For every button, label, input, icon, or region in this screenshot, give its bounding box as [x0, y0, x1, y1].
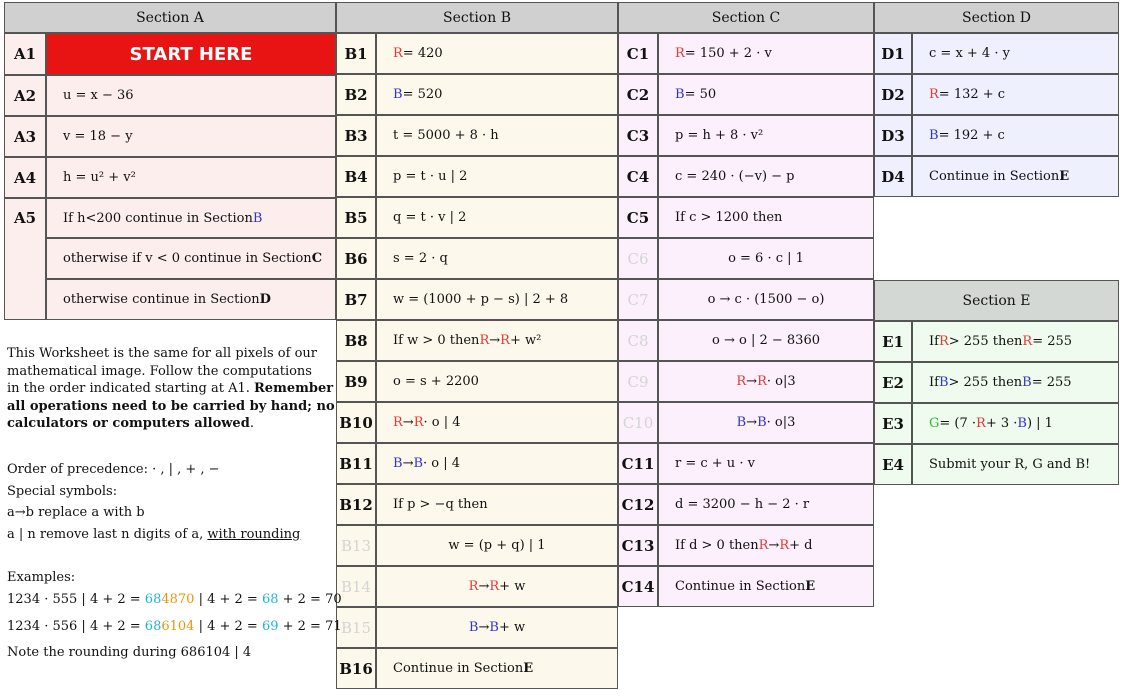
step-a5-line3: otherwise continue in Section D	[46, 279, 336, 320]
step-id-a5: A5	[4, 198, 46, 320]
step-id-b15: B15	[336, 607, 376, 648]
section-a-header: Section A	[4, 2, 336, 33]
step-c3: p = h + 8 · v²	[658, 115, 874, 156]
step-id-b14: B14	[336, 566, 376, 607]
step-b12: If p > −q then	[376, 484, 618, 525]
step-b16: Continue in Section E	[376, 648, 618, 689]
precedence-note: Order of precedence: · , | , + , −	[7, 462, 220, 477]
example-1: 1234 · 555 | 4 + 2 = 684870 | 4 + 2 = 68 + 2 = 70	[7, 592, 342, 607]
step-d2: R = 132 + c	[912, 74, 1119, 115]
step-id-d2: D2	[874, 74, 912, 115]
intro-line-5: calculators or computers allowed.	[7, 416, 254, 431]
step-id-a3: A3	[4, 116, 46, 157]
step-b14: R → R + w	[376, 566, 618, 607]
step-c9: R → R · o|3	[658, 361, 874, 402]
step-id-e4: E4	[874, 444, 912, 485]
step-id-b16: B16	[336, 648, 376, 689]
step-b3: t = 5000 + 8 · h	[376, 115, 618, 156]
step-d1: c = x + 4 · y	[912, 33, 1119, 74]
intro-line-4: all operations need to be carried by hand; no	[7, 398, 335, 414]
section-b-header: Section B	[336, 2, 618, 33]
step-b5: q = t · v | 2	[376, 197, 618, 238]
step-b9: o = s + 2200	[376, 361, 618, 402]
step-b15: B → B + w	[376, 607, 618, 648]
step-e2: If B > 255 then B = 255	[912, 362, 1119, 403]
step-id-c13: C13	[618, 525, 658, 566]
step-a2: u = x − 36	[46, 75, 336, 116]
step-c7: o → c · (1500 − o)	[658, 279, 874, 320]
step-id-c7: C7	[618, 279, 658, 320]
step-id-e1: E1	[874, 321, 912, 362]
intro-line-2: mathematical image. Follow the computations	[7, 363, 312, 379]
step-id-c12: C12	[618, 484, 658, 525]
step-d4: Continue in Section E	[912, 156, 1119, 197]
start-here-banner: START HERE	[46, 33, 336, 75]
step-b13: w = (p + q) | 1	[376, 525, 618, 566]
step-id-c11: C11	[618, 443, 658, 484]
step-c14: Continue in Section E	[658, 566, 874, 607]
step-id-b6: B6	[336, 238, 376, 279]
step-c10: B → B · o|3	[658, 402, 874, 443]
step-c5: If c > 1200 then	[658, 197, 874, 238]
step-id-d4: D4	[874, 156, 912, 197]
section-d-header: Section D	[874, 2, 1119, 33]
special-symbols-heading: Special symbols:	[7, 484, 118, 499]
step-c6: o = 6 · c | 1	[658, 238, 874, 279]
step-b4: p = t · u | 2	[376, 156, 618, 197]
intro-line-3: in the order indicated starting at A1. Remember	[7, 381, 334, 396]
step-b1: R = 420	[376, 33, 618, 74]
step-id-b1: B1	[336, 33, 376, 74]
step-b6: s = 2 · q	[376, 238, 618, 279]
step-d3: B = 192 + c	[912, 115, 1119, 156]
step-id-e3: E3	[874, 403, 912, 444]
step-c1: R = 150 + 2 · v	[658, 33, 874, 74]
step-id-c5: C5	[618, 197, 658, 238]
step-id-b13: B13	[336, 525, 376, 566]
step-id-b8: B8	[336, 320, 376, 361]
step-c11: r = c + u · v	[658, 443, 874, 484]
step-id-b12: B12	[336, 484, 376, 525]
step-a5-line1: If h<200 continue in Section B	[46, 198, 336, 238]
step-a4: h = u² + v²	[46, 157, 336, 198]
step-id-b7: B7	[336, 279, 376, 320]
step-id-a1: A1	[4, 33, 46, 75]
step-c2: B = 50	[658, 74, 874, 115]
step-id-c3: C3	[618, 115, 658, 156]
intro-line-1: This Worksheet is the same for all pixels of our	[7, 346, 317, 361]
step-id-e2: E2	[874, 362, 912, 403]
example-2: 1234 · 556 | 4 + 2 = 686104 | 4 + 2 = 69 + 2 = 71	[7, 619, 342, 634]
step-id-c6: C6	[618, 238, 658, 279]
step-b10: R → R · o | 4	[376, 402, 618, 443]
rounding-note: Note the rounding during 686104 | 4	[7, 645, 252, 660]
step-b8: If w > 0 then R → R + w²	[376, 320, 618, 361]
step-id-b5: B5	[336, 197, 376, 238]
instructions-block	[7, 345, 335, 433]
step-id-c14: C14	[618, 566, 658, 607]
step-id-b3: B3	[336, 115, 376, 156]
step-e3: G = (7 · R + 3 · B ) | 1	[912, 403, 1119, 444]
section-c-header: Section C	[618, 2, 874, 33]
step-a5-line2: otherwise if v < 0 continue in Section C	[46, 238, 336, 279]
step-id-d1: D1	[874, 33, 912, 74]
step-b7: w = (1000 + p − s) | 2 + 8	[376, 279, 618, 320]
step-id-a2: A2	[4, 75, 46, 116]
step-id-c4: C4	[618, 156, 658, 197]
examples-heading: Examples:	[7, 570, 76, 585]
step-id-a4: A4	[4, 157, 46, 198]
step-id-b2: B2	[336, 74, 376, 115]
step-id-b9: B9	[336, 361, 376, 402]
step-b11: B → B · o | 4	[376, 443, 618, 484]
step-c12: d = 3200 − h − 2 · r	[658, 484, 874, 525]
step-c13: If d > 0 then R → R + d	[658, 525, 874, 566]
step-id-c10: C10	[618, 402, 658, 443]
step-id-c2: C2	[618, 74, 658, 115]
step-id-c1: C1	[618, 33, 658, 74]
step-a3: v = 18 − y	[46, 116, 336, 157]
step-c4: c = 240 · (−v) − p	[658, 156, 874, 197]
step-b2: B = 520	[376, 74, 618, 115]
step-e1: If R > 255 then R = 255	[912, 321, 1119, 362]
symbol-bar-def: a | n remove last n digits of a, with rounding	[7, 527, 301, 542]
step-id-c9: C9	[618, 361, 658, 402]
section-e-header: Section E	[874, 280, 1119, 321]
step-id-b11: B11	[336, 443, 376, 484]
step-e4: Submit your R, G and B!	[912, 444, 1119, 485]
step-c8: o → o | 2 − 8360	[658, 320, 874, 361]
step-id-b4: B4	[336, 156, 376, 197]
step-id-b10: B10	[336, 402, 376, 443]
step-id-d3: D3	[874, 115, 912, 156]
symbol-arrow-def: a→b replace a with b	[7, 505, 145, 520]
step-id-c8: C8	[618, 320, 658, 361]
